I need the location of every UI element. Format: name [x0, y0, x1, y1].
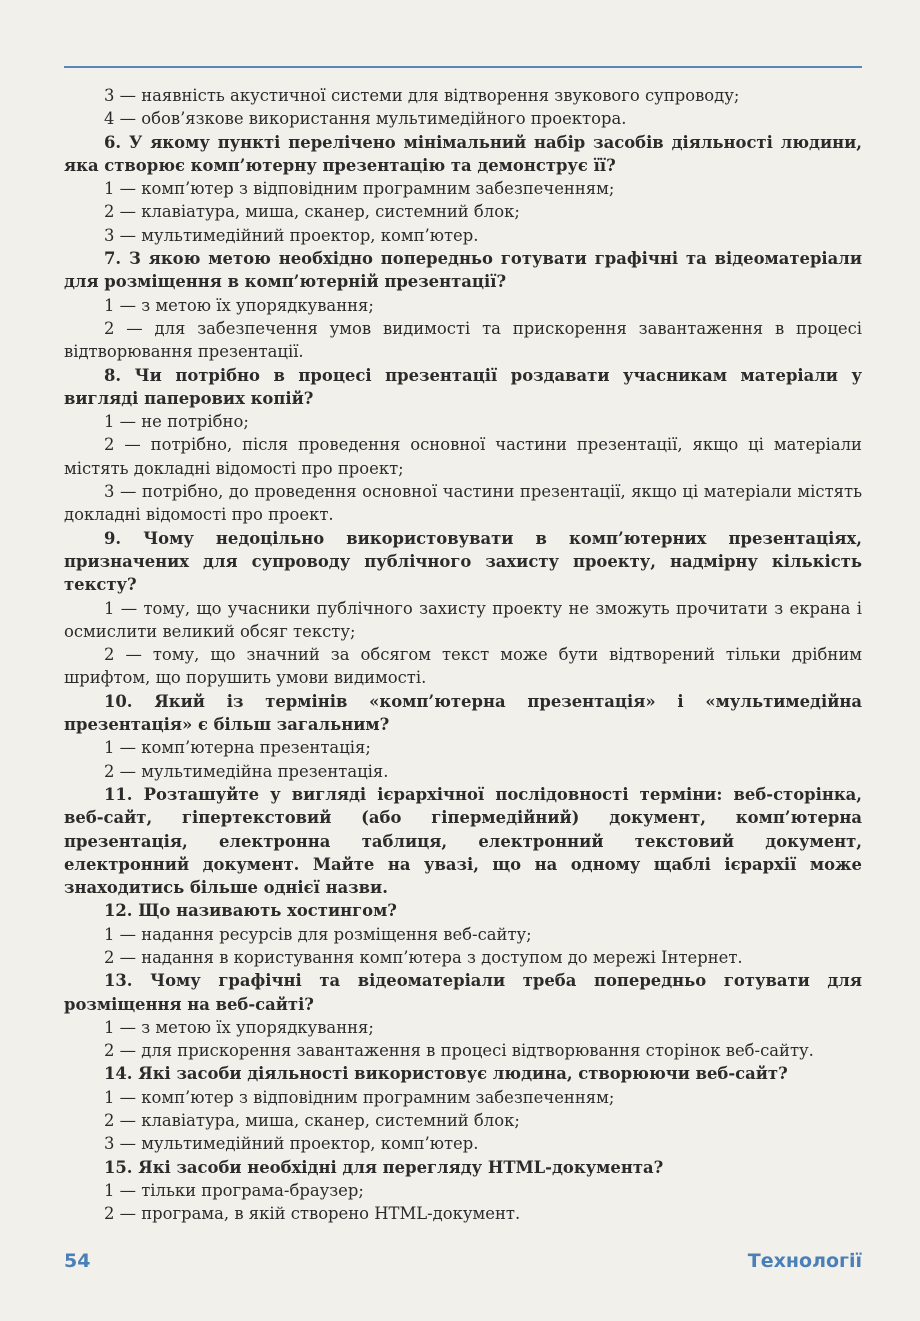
question-text: Які засоби необхідні для перегляду HTML-документа? [138, 1157, 664, 1177]
question-number: 13. [104, 971, 133, 991]
question-number: 8. [104, 365, 122, 385]
answer-option: 1 — комп’ютер з відповідним програмним забезпеченням; [104, 179, 615, 199]
answer-option: 1 — з метою їх упорядкування; [104, 1017, 374, 1037]
question [64, 364, 862, 411]
answer-option: 2 — клавіатура, миша, сканер, системний блок; [104, 1111, 520, 1131]
question [64, 969, 862, 1016]
question-number: 12. [104, 901, 133, 921]
question-number: 14. [104, 1064, 133, 1084]
page-content [64, 84, 862, 1226]
question-number: 7. [104, 249, 122, 269]
question-text: У якому пункті перелічено мінімальний набір засобів діяльності людини, яка створює комп’ютерну презентацію та демонструє її? [64, 132, 862, 175]
answer-option: 2 — мультимедійна презентація. [104, 761, 389, 781]
question [64, 783, 862, 899]
question-text: Чи потрібно в процесі презентації роздавати учасникам матеріали у вигляді паперових копій? [64, 365, 862, 408]
answer-option: 2 — для прискорення завантаження в процесі відтворювання сторінок веб-сайту. [104, 1041, 814, 1061]
question-text: Чому графічні та відеоматеріали треба попередньо готувати для розміщення на веб-сайті? [64, 971, 862, 1014]
answer-option: 3 — мультимедійний проектор, комп’ютер. [104, 225, 479, 245]
answer-option: 2 — для забезпечення умов видимості та прискорення завантаження в процесі відтворювання презентації. [64, 318, 862, 362]
question [64, 527, 862, 597]
question [64, 1062, 862, 1085]
question [64, 247, 862, 294]
question [64, 690, 862, 737]
question [64, 1156, 862, 1179]
answer-option: 3 — наявність акустичної системи для відтворення звукового супроводу; [104, 86, 740, 105]
answer-option: 4 — обов’язкове використання мультимедійного проектора. [104, 109, 627, 129]
answer-option: 1 — тому, що учасники публічного захисту проекту не зможуть прочитати з екрана і осмислити великий обсяг тексту; [64, 598, 862, 641]
question [64, 131, 862, 178]
question [64, 899, 862, 922]
page-number: 54 [64, 1250, 91, 1272]
answer-option: 1 — тільки програма-браузер; [104, 1180, 364, 1200]
question-number: 15. [104, 1157, 133, 1177]
question-text: Який із термінів «комп’ютерна презентація» і «мультимедійна презентація» є більш загальним? [64, 691, 862, 735]
answer-option: 3 — потрібно, до проведення основної частини презентації, якщо ці матеріали містять докладні відомості про проект. [64, 482, 862, 525]
answer-option: 2 — тому, що значний за обсягом текст може бути відтворений тільки дрібним шрифтом, що порушить умови видимості. [64, 645, 862, 688]
answer-option: 2 — надання в користування комп’ютера з доступом до мережі Інтернет. [104, 947, 743, 967]
answer-option: 1 — надання ресурсів для розміщення веб-сайту; [104, 924, 532, 944]
header-rule [64, 66, 862, 68]
question-number: 9. [104, 528, 122, 548]
answer-option: 2 — клавіатура, миша, сканер, системний блок; [104, 202, 520, 222]
question-text: Що називають хостингом? [138, 901, 397, 921]
answer-option: 2 — потрібно, після проведення основної частини презентації, якщо ці матеріали містять докладні відомості про проект; [64, 435, 862, 478]
answer-option: 1 — не потрібно; [104, 412, 249, 432]
question-number: 10. [104, 691, 133, 711]
section-title: Технології [747, 1250, 862, 1272]
question-text: Які засоби діяльності використовує людина, створюючи веб-сайт? [138, 1064, 788, 1084]
answer-option: 1 — комп’ютер з відповідним програмним забезпеченням; [104, 1087, 615, 1107]
answer-option: 1 — з метою їх упорядкування; [104, 295, 374, 315]
answer-option: 1 — комп’ютерна презентація; [104, 738, 371, 758]
answer-option: 3 — мультимедійний проектор, комп’ютер. [104, 1134, 479, 1154]
question-number: 6. [104, 132, 122, 152]
question-text: Розташуйте у вигляді ієрархічної послідовності терміни: веб-сторінка, веб-сайт, гіпертекстовий (або гіпермедійний) документ, комп’ютерна презентація, електронна таблиця, електронний текстовий документ, електронний документ. Майте на увазі, що на одному щаблі ієрархії може знаходитись більше однієї назви. [64, 784, 862, 898]
page-footer [64, 1250, 862, 1272]
question-text: Чому недоцільно використовувати в комп’ютерних презентаціях, призначених для супроводу публічного захисту проекту, надмірну кількість тексту? [64, 528, 862, 595]
question-number: 11. [104, 784, 133, 804]
answer-option: 2 — програма, в якій створено HTML-документ. [104, 1204, 521, 1224]
question-text: З якою метою необхідно попередньо готувати графічні та відеоматеріали для розміщення в комп’ютерній презентації? [64, 249, 862, 292]
